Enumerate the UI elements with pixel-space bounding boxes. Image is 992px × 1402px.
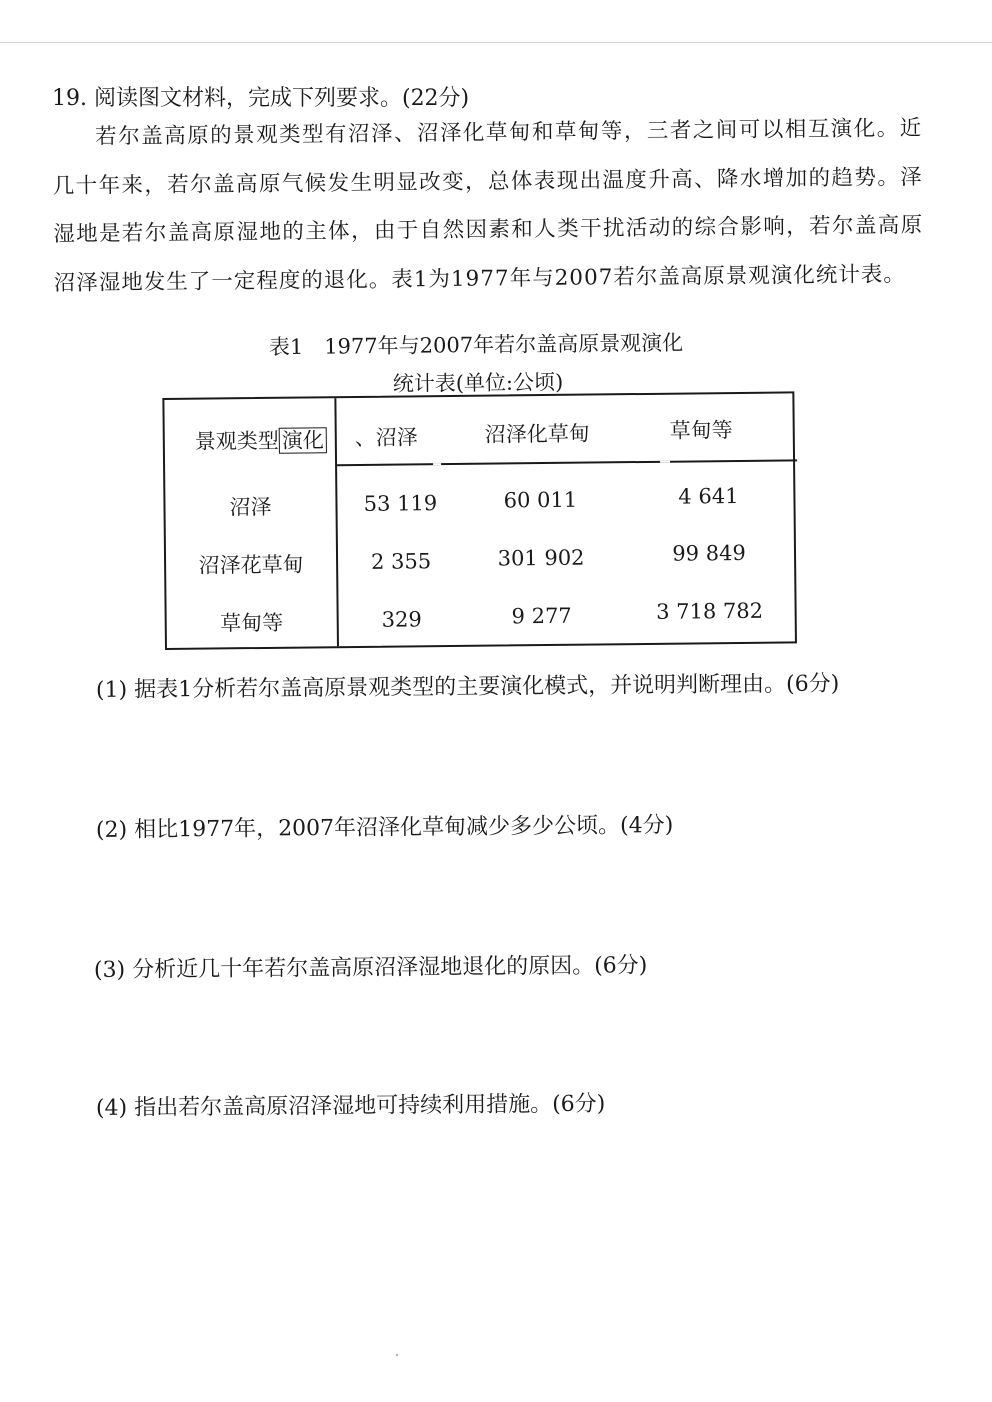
- table-cell: 9 277: [511, 603, 572, 629]
- row-label-marsh-meadow: 沼泽花草甸: [198, 552, 304, 578]
- table-header-rule-gap: [660, 461, 670, 463]
- table-cell: 2 355: [370, 549, 432, 574]
- table-header-rule: [337, 459, 797, 465]
- table-cell: 60 011: [503, 487, 578, 513]
- question-title: 19. 阅读图文材料，完成下列要求。(22分): [52, 86, 470, 111]
- sub-question-3: (3) 分析近几十年若尔盖高原沼泽湿地退化的原因。(6分): [93, 953, 648, 983]
- table-header-rule-gap: [433, 463, 441, 465]
- sub-question-2: (2) 相比1977年，2007年沼泽化草甸减少多少公顷。(4分): [95, 812, 674, 843]
- row-label-meadow: 草甸等: [220, 610, 284, 636]
- table-caption-line1: 表1 1977年与2007年若尔盖高原景观演化: [268, 330, 684, 360]
- table-cell: 4 641: [678, 483, 739, 509]
- table-cell: 329: [381, 607, 422, 632]
- landscape-evolution-table: [162, 391, 797, 650]
- table-cell: 53 119: [363, 491, 438, 516]
- column-header-marsh: 、沼泽: [354, 425, 418, 451]
- table-cell: 301 902: [497, 545, 585, 571]
- corner-boxed-label: 演化: [279, 427, 327, 454]
- row-label-marsh: 沼泽: [229, 494, 272, 520]
- reading-passage: 若尔盖高原的景观类型有沼泽、沼泽化草甸和草甸等，三者之间可以相互演化。近几十年来，若尔盖高原气候发生明显改变，总体表现出温度升高、降水增加的趋势。泽湿地是若尔盖高原湿地的主体，由于自然因素和人类干扰活动的综合影响，若尔盖高原沼泽湿地发生了一定程度的退化。表1为1977年与2007若尔盖高原景观演化统计表。: [52, 115, 924, 296]
- scan-speck: [396, 1354, 398, 1356]
- column-header-meadow: 草甸等: [669, 418, 733, 443]
- table-corner-header: [195, 426, 327, 455]
- page-top-divider: [0, 42, 992, 43]
- column-header-marsh-meadow: 沼泽化草甸: [484, 421, 590, 447]
- sub-question-1: (1) 据表1分析若尔盖高原景观类型的主要演化模式，并说明判断理由。(6分): [95, 671, 840, 703]
- table-caption-line2: 统计表(单位:公顷): [392, 370, 564, 396]
- table-cell: 99 849: [672, 540, 746, 566]
- corner-label: 景观类型: [194, 428, 279, 454]
- table-cell: 3 718 782: [656, 598, 764, 624]
- sub-question-4: (4) 指出若尔盖高原沼泽湿地可持续利用措施。(6分): [95, 1091, 606, 1121]
